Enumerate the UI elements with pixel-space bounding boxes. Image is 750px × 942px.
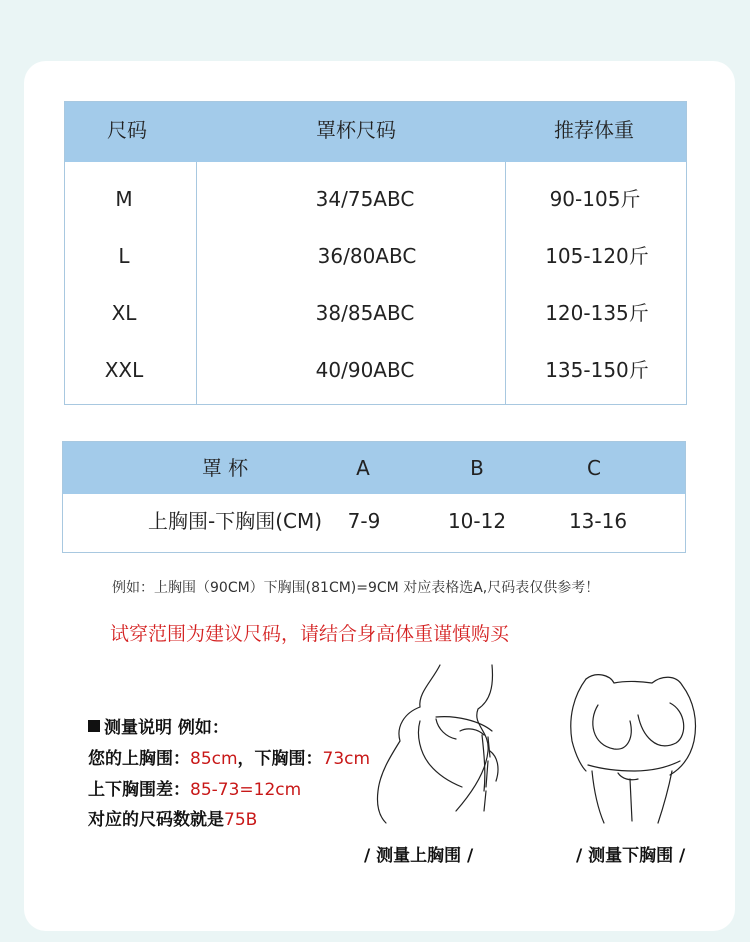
cup-header-b: B — [470, 456, 484, 480]
table-cell-weight: 120-135斤 — [545, 301, 649, 325]
table-cell-size: XL — [111, 301, 137, 325]
content-card — [24, 61, 735, 931]
table-cell-size: M — [115, 187, 133, 211]
cup-header-c: C — [587, 456, 601, 480]
cup-header-a: A — [356, 456, 370, 480]
column-divider — [196, 162, 197, 404]
guide-line-3: 对应的尺码数就是75B — [88, 810, 258, 830]
table-cell-weight: 90-105斤 — [549, 187, 641, 211]
warning-text: 试穿范围为建议尺码，请结合身高体重谨慎购买 — [110, 623, 510, 645]
upper-bust-illustration — [360, 661, 510, 826]
cup-range-b: 10-12 — [447, 509, 507, 533]
lower-bust-illustration — [558, 661, 703, 826]
table-cell-cup: 40/90ABC — [315, 358, 415, 382]
table-cell-weight: 105-120斤 — [545, 244, 649, 268]
guide-line-1: 您的上胸围：85cm，下胸围：73cm — [88, 749, 371, 769]
cup-range-a: 7-9 — [347, 509, 381, 533]
size-table-header — [65, 102, 686, 162]
table-cell-size: XXL — [104, 358, 144, 382]
cup-table — [62, 441, 686, 553]
header-weight: 推荐体重 — [554, 118, 634, 142]
guide-title: 测量说明 例如： — [88, 713, 229, 738]
caption-upper-bust: / 测量上胸围 / — [364, 846, 474, 866]
table-cell-cup: 34/75ABC — [315, 187, 415, 211]
header-cup-size: 罩杯尺码 — [316, 118, 396, 142]
cup-range-c: 13-16 — [568, 509, 628, 533]
caption-lower-bust: / 测量下胸围 / — [576, 846, 686, 866]
size-table — [64, 101, 687, 405]
column-divider — [505, 162, 506, 404]
header-size: 尺码 — [107, 118, 147, 142]
cup-row-label: 上胸围-下胸围(CM) — [147, 509, 323, 533]
square-bullet-icon — [88, 720, 100, 732]
table-cell-cup: 38/85ABC — [315, 301, 415, 325]
example-note: 例如：上胸围（90CM）下胸围(81CM)=9CM 对应表格选A,尺码表仅供参考！ — [112, 580, 600, 596]
table-cell-cup: 36/80ABC — [317, 244, 417, 268]
guide-line-2: 上下胸围差：85-73=12cm — [88, 780, 302, 800]
table-cell-size: L — [118, 244, 130, 268]
table-cell-weight: 135-150斤 — [545, 358, 649, 382]
cup-header-label: 罩 杯 — [201, 456, 249, 480]
